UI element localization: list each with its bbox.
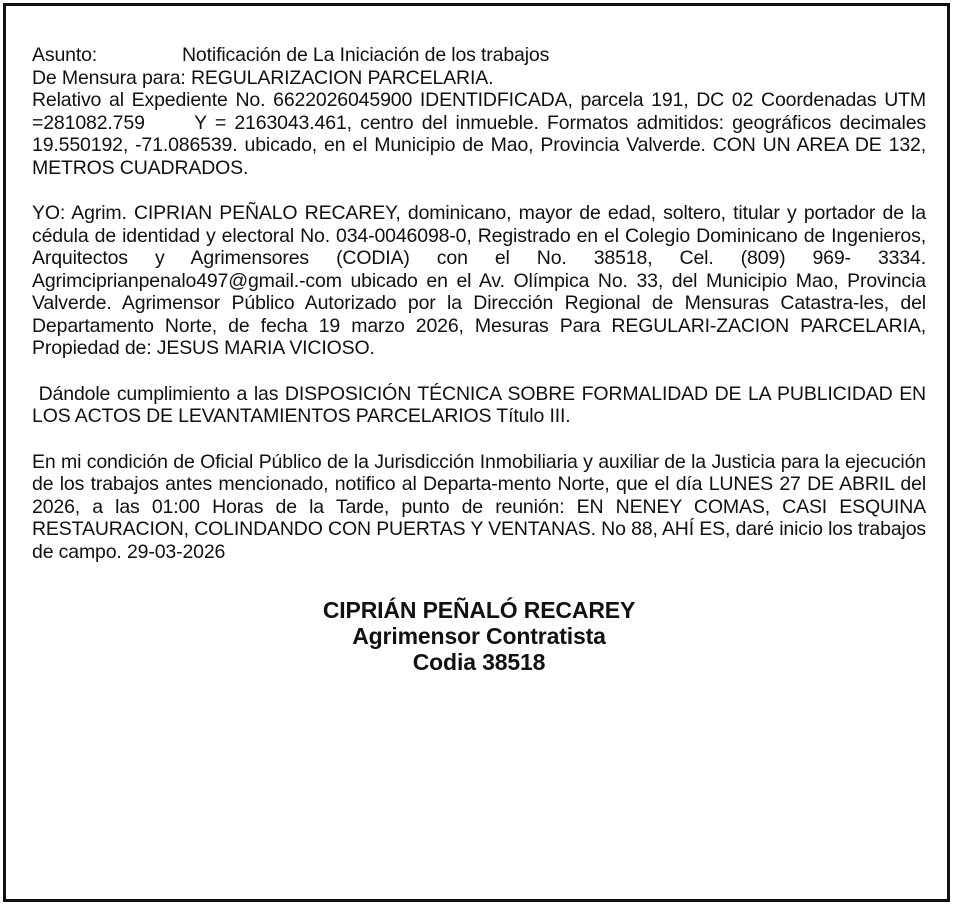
- paragraph-expediente: Relativo al Expediente No. 6622026045900 IDENTIDFICADA, parcela 191, DC 02 Coordenadas UTM =281082.759 Y = 2163043.461, centro del inmueble. Formatos admitidos: geográficos decimales 19.550192, -71.086539. ubicado, en el Municipio de Mao, Provincia Valverde. CON UN AREA DE 132, METROS CUADRADOS.: [32, 89, 932, 179]
- signature-title: Agrimensor Contratista: [352, 623, 606, 649]
- paragraph-surveyor: YO: Agrim. CIPRIAN PEÑALO RECAREY, dominicano, mayor de edad, soltero, titular y portador de la cédula de identidad y electoral No. 034-0046098-0, Registrado en el Colegio Dominicano de Ingenieros, Arquitectos y Agrimensores (CODIA) con el No. 38518, Cel. (809) 969- 3334. Agrimciprianpenalo497@gmail.-com ubicado en el Av. Olímpica No. 33, del Municipio Mao, Provincia Valverde. Agrimensor Público Autorizado por la Dirección Regional de Mensuras Catastra-les, del Departamento Norte, de fecha 19 marzo 2026, Mesuras Para REGULARI-ZACION PARCELARIA, Propiedad de: JESUS MARIA VICIOSO.: [32, 202, 926, 359]
- paragraph-disposicion: Dándole cumplimiento a las DISPOSICIÓN TÉCNICA SOBRE FORMALIDAD DE LA PUBLICIDAD EN LOS ACTOS DE LEVANTAMIENTOS PARCELARIOS Título III.: [32, 382, 932, 427]
- subject-label: Asunto:: [32, 44, 98, 66]
- paragraph-gap: [32, 360, 926, 383]
- subject-line: [32, 44, 926, 67]
- subject-block: [32, 44, 926, 89]
- subject-line-2: De Mensura para: REGULARIZACION PARCELARIA.: [32, 66, 494, 89]
- notice-body: [32, 44, 932, 675]
- signature-codia: Codia 38518: [412, 649, 546, 675]
- notice-frame: [3, 3, 950, 902]
- signature-name: CIPRIÁN PEÑALÓ RECAREY: [322, 597, 636, 623]
- paragraph-gap: [32, 179, 926, 202]
- paragraph-notificacion: En mi condición de Oficial Público de la Jurisdicción Inmobiliaria y auxiliar de la Justicia para la ejecución de los trabajos antes mencionado, notifico al Departa-mento Norte, que el día LUNES 27 DE ABRIL del 2026, a las 01:00 Horas de la Tarde, punto de reunión: EN NENEY COMAS, CASI ESQUINA RESTAURACION, COLINDANDO CON PUERTAS Y VENTANAS. No 88, AHÍ ES, daré inicio los trabajos de campo. 29-03-2026: [32, 450, 926, 563]
- signature-block: [32, 597, 926, 675]
- paragraph-gap: [32, 428, 926, 451]
- subject-text: Notificación de La Iniciación de los trabajos: [182, 44, 550, 66]
